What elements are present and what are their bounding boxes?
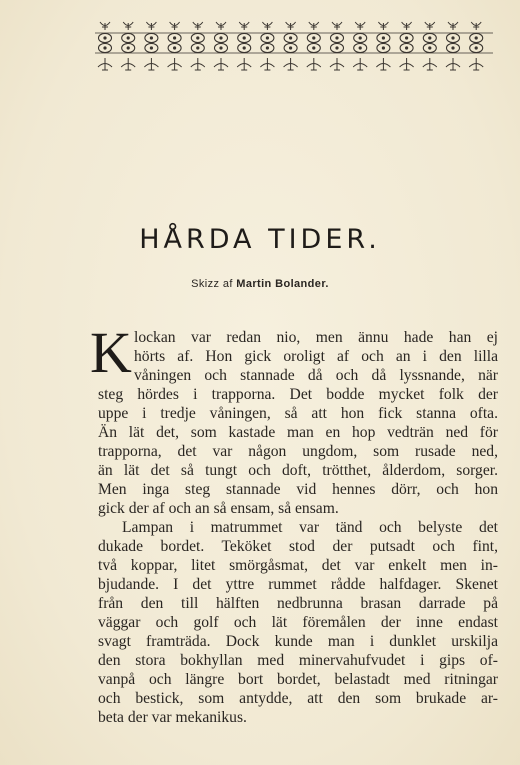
ornament-dot [451,46,454,49]
text-line: Men inga steg stannade vid hennes dörr, och hon [98,481,498,498]
ornament-fleuron-top [309,22,319,30]
text-line: våningen och stannade då och då lyssnande, när [134,367,498,384]
ornament-fleuron-bottom [469,58,483,70]
ornament-fleuron-bottom [400,58,414,70]
ornament-dot [428,36,431,39]
ornament-dot [382,46,385,49]
ornament-fleuron-top [123,22,133,30]
ornament-dot [173,46,176,49]
ornament-dot [103,46,106,49]
text-line: Lampan i matrummet var tänd och belyste det [122,519,498,536]
ornament-fleuron-top [216,22,226,30]
ornament-fleuron-bottom [191,58,205,70]
text-line: dukade bordet. Teköket stod der putsadt och fint, [98,538,498,555]
ornament-dot [451,36,454,39]
ornament-dot [382,36,385,39]
ornament-fleuron-bottom [237,58,251,70]
ornament-fleuron-bottom [144,58,158,70]
ornament-dot [243,36,246,39]
text-line: Än lät det, som kastade man en hop vedträn ned för [98,424,498,441]
drop-cap-initial [88,320,132,385]
ornament-fleuron-top [425,22,435,30]
text-line: beta der var mekanikus. [98,709,247,726]
byline [0,276,520,291]
ornament-dot [405,36,408,39]
ornament-fleuron-bottom [376,58,390,70]
ornament-fleuron-bottom [353,58,367,70]
ornament-dot [475,46,478,49]
text-line: lockan var redan nio, men ännu hade han ej [134,329,498,346]
ornament-fleuron-top [193,22,203,30]
text-line: väggar och golf och lät föremålen der inne endast [98,614,498,631]
chapter-title: HÅRDA TIDER. [139,224,381,255]
text-line: gick der af och an så ensam, så ensam. [98,500,339,517]
ornament-fleuron-top [471,22,481,30]
text-line: än lät det så tungt och doft, trötthet, ålderdom, sorger. [98,462,498,479]
ornament-dot [150,46,153,49]
text-line: steg hördes i trapporna. Det bodde mycket folk der [98,386,498,403]
ornament-dot [312,36,315,39]
ornament-dot [127,36,130,39]
ornament-fleuron-bottom [284,58,298,70]
text-line: två koppar, litet smörgåsmat, det var enkelt men in- [98,557,498,574]
ornament-fleuron-bottom [98,58,112,70]
text-line: bjudande. I det yttre rummet rådde halfdager. Skenet [98,576,498,593]
ornament-dot [289,46,292,49]
ornament-fleuron-top [286,22,296,30]
ornament-fleuron-bottom [307,58,321,70]
ornament-fleuron-top [402,22,412,30]
ornament-fleuron-bottom [260,58,274,70]
text-line: uppe i tredje våningen, så att hon fick stanna ofta. [98,405,498,422]
ornament-dot [335,36,338,39]
text-line: och bestick, som antydde, att den som brukade ar- [98,690,498,707]
ornament-fleuron-bottom [214,58,228,70]
ornament-dot [405,46,408,49]
ornament-fleuron-top [448,22,458,30]
ornament-fleuron-top [355,22,365,30]
ornament-dot [150,36,153,39]
ornament-fleuron-bottom [168,58,182,70]
ornament-dot [196,36,199,39]
ornament-fleuron-top [100,22,110,30]
ornament-dot [219,36,222,39]
ornament-dot [312,46,315,49]
ornament-fleuron-top [332,22,342,30]
text-line: den stora bokhyllan med minervahufvudet i gips of- [98,652,498,669]
text-line: trapporna, det var någon ungdom, som rusade ned, [98,443,498,460]
byline-prefix: Skizz af [191,278,233,290]
text-line: från den till hälften nedbrunna brasan darrade på [98,595,498,612]
decorative-header-ornament [95,20,493,76]
ornament-fleuron-bottom [446,58,460,70]
text-line: vanpå och längre bort bordet, belastadt med ritningar [98,671,498,688]
ornament-fleuron-top [146,22,156,30]
text-line: hörts af. Hon gick oroligt af och an i den lilla [134,348,498,365]
ornament-dot [103,36,106,39]
ornament-dot [196,46,199,49]
ornament-fleuron-top [378,22,388,30]
ornament-fleuron-top [262,22,272,30]
ornament-dot [335,46,338,49]
ornament-dot [475,36,478,39]
ornament-dot [219,46,222,49]
ornament-fleuron-top [239,22,249,30]
drop-cap-letter: K [90,320,132,385]
ornament-dot [266,46,269,49]
ornament-dot [359,36,362,39]
text-line: svagt framträda. Dock kunde man i dunklet urskilja [98,633,498,650]
ornament-dot [243,46,246,49]
ornament-fleuron-bottom [121,58,135,70]
ornament-fleuron-top [170,22,180,30]
ornament-fleuron-bottom [423,58,437,70]
ornament-dot [428,46,431,49]
ornament-dot [289,36,292,39]
author-name: Martin Bolander. [236,278,329,290]
ornament-dot [266,36,269,39]
ornament-dot [127,46,130,49]
ornament-fleuron-bottom [330,58,344,70]
ornament-dot [359,46,362,49]
ornament-dot [173,36,176,39]
